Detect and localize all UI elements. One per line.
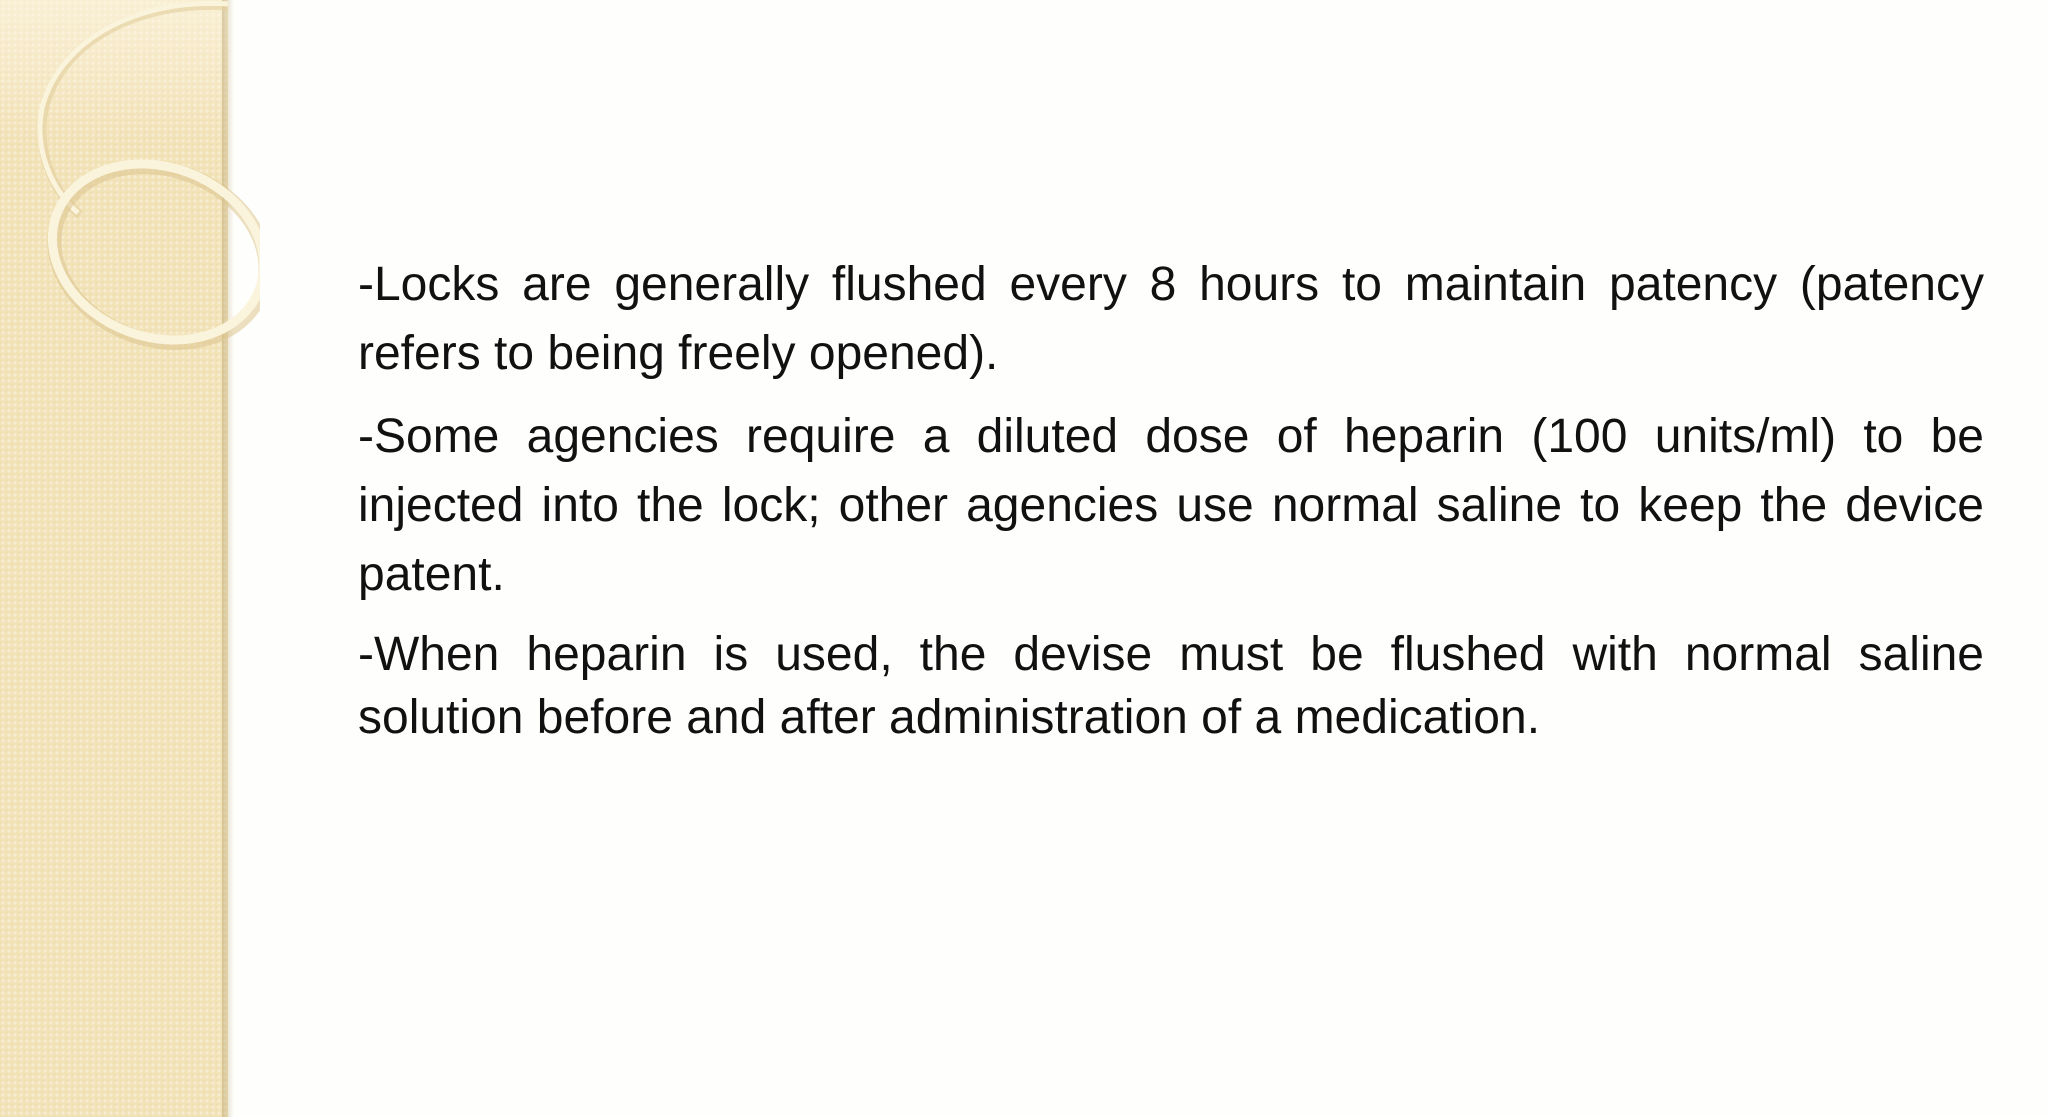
slide-body <box>358 250 1984 763</box>
bullet-paragraph-heparin-flush: -When heparin is used, the devise must be flushed with normal saline solution before and after administration of a medication. <box>358 628 1984 744</box>
decorative-rings <box>0 0 260 400</box>
bullet-paragraph-locks-flush: -Locks are generally flushed every 8 hours to maintain patency (patency refers to being freely opened). <box>358 258 1984 380</box>
bullet-paragraph-heparin-saline: -Some agencies require a diluted dose of heparin (100 units/ml) to be injected into the lock; other agencies use normal saline to keep the device patent. <box>358 410 1984 601</box>
